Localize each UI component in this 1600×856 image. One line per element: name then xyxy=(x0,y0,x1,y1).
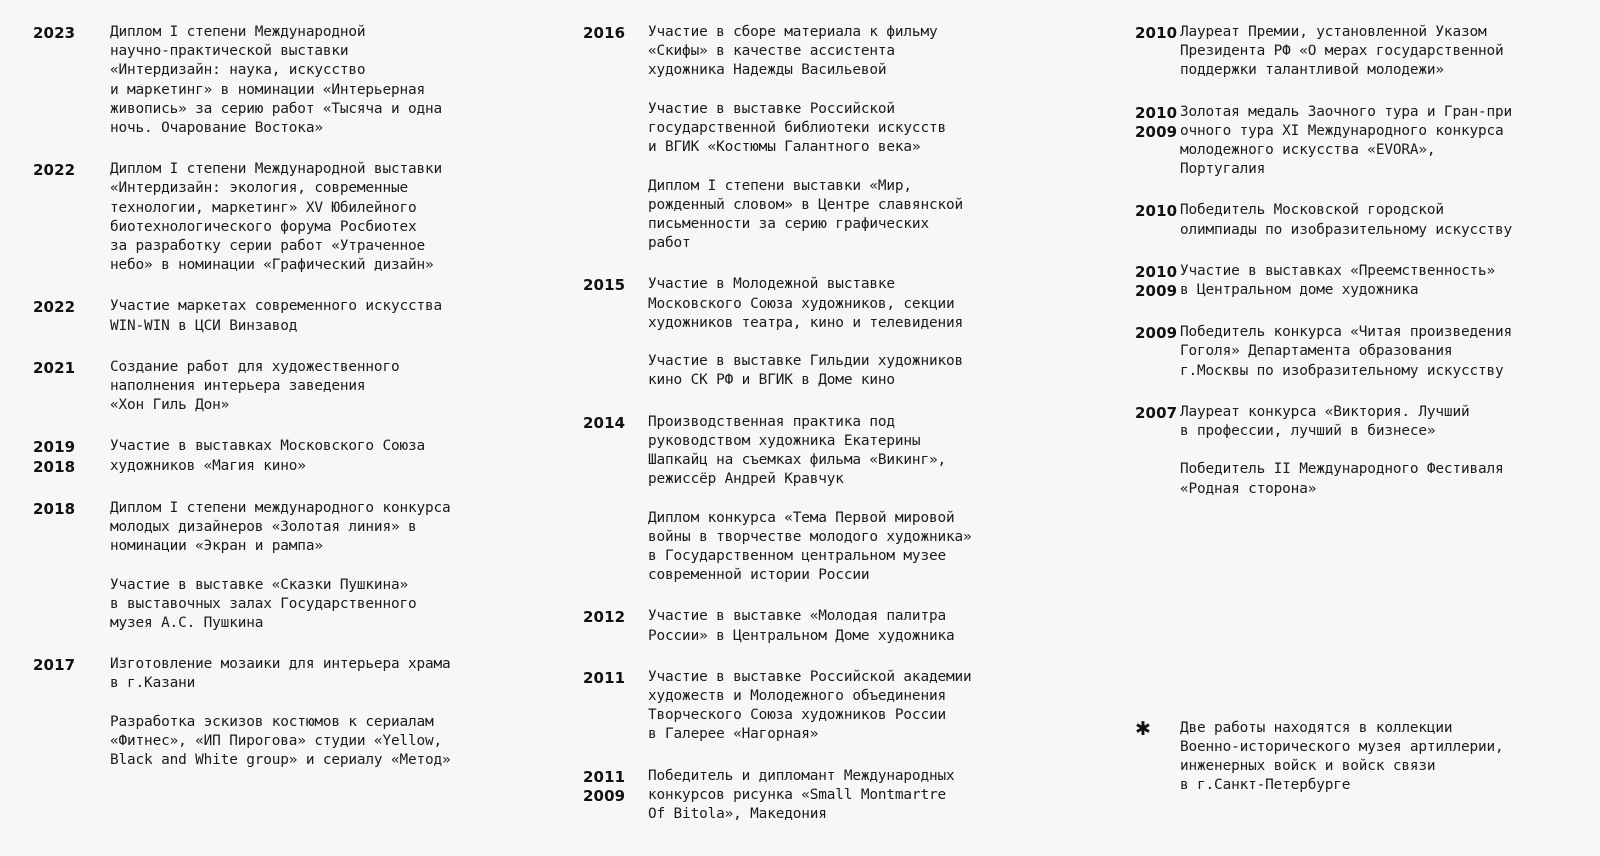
entry-years xyxy=(33,655,110,675)
year-label: 2010 xyxy=(1135,24,1178,42)
timeline-entry xyxy=(33,358,533,416)
entry-body xyxy=(648,668,1053,745)
entry-line: ночь. Очарование Востока» xyxy=(110,120,323,137)
entry-body xyxy=(648,607,1053,645)
entry-paragraph xyxy=(648,607,1053,645)
timeline-entry xyxy=(1135,201,1575,239)
year-label: 2019 xyxy=(33,438,76,457)
year-label: 2009 xyxy=(1135,122,1178,141)
entry-line: Гоголя» Департамента образования xyxy=(1180,343,1453,360)
entry-paragraph xyxy=(648,23,1053,81)
entry-line: поддержки талантливой молодежи» xyxy=(1180,62,1444,79)
entry-line: в Государственном центральном музее xyxy=(648,548,946,565)
year-label: 2014 xyxy=(583,413,626,432)
entry-paragraph xyxy=(648,275,1053,333)
entry-body xyxy=(1180,103,1575,180)
entry-line: «Родная сторона» xyxy=(1180,480,1317,497)
timeline-entry xyxy=(33,437,533,476)
entry-years xyxy=(1135,323,1180,343)
footnote-spacer xyxy=(1135,521,1575,719)
year-label: 2022 xyxy=(33,161,76,180)
entry-years xyxy=(583,23,648,43)
entry-line: «Хон Гиль Дон» xyxy=(110,397,230,414)
entry-years xyxy=(583,767,648,806)
entry-line: художников «Магия кино» xyxy=(110,457,306,474)
entry-line: и ВГИК «Костюмы Галантного века» xyxy=(648,139,921,156)
year-label: 2022 xyxy=(33,298,76,317)
timeline-entry xyxy=(583,23,1053,253)
entry-line: биотехнологического форума Росбиотех xyxy=(110,218,417,235)
entry-line: Производственная практика под xyxy=(648,413,895,430)
entry-line: Участие в выставке Гильдии художников xyxy=(648,353,964,370)
entry-line: небо» в номинации «Графический дизайн» xyxy=(110,257,434,274)
entry-line: Две работы находятся в коллекции xyxy=(1180,719,1453,736)
entry-paragraph xyxy=(1180,262,1575,300)
entry-line: России» в Центральном Доме художника xyxy=(648,627,955,644)
entry-body xyxy=(1180,719,1575,796)
entry-years xyxy=(1135,201,1180,221)
timeline-column-2 xyxy=(583,0,1053,846)
entry-line: живопись» за серию работ «Тысяча и одна xyxy=(110,100,443,117)
entry-body xyxy=(110,23,533,138)
year-label: 2023 xyxy=(33,24,76,42)
entry-line: в г.Казани xyxy=(110,675,196,692)
entry-line: Участие в выставках «Преемственность» xyxy=(1180,262,1496,279)
entry-years xyxy=(1135,403,1180,423)
year-label: 2018 xyxy=(33,499,76,518)
entry-line: рожденный словом» в Центре славянской xyxy=(648,196,964,213)
timeline-entry xyxy=(1135,403,1575,499)
entry-years xyxy=(33,358,110,378)
year-label: 2021 xyxy=(33,358,76,377)
entry-line: Португалия xyxy=(1180,161,1266,178)
entry-line: «Скифы» в качестве ассистента xyxy=(648,43,895,60)
year-label: 2010 xyxy=(1135,202,1178,221)
entry-line: Участие в выставках Московского Союза xyxy=(110,438,426,455)
entry-line: и маркетинг» в номинации «Интерьерная xyxy=(110,81,426,98)
year-label: 2009 xyxy=(1135,324,1178,343)
entry-body xyxy=(1180,23,1575,81)
timeline-entry xyxy=(33,499,533,633)
entry-body xyxy=(648,767,1053,825)
entry-years xyxy=(33,160,110,180)
entry-body xyxy=(110,297,533,335)
timeline-entry xyxy=(583,413,1053,586)
entry-body xyxy=(1180,201,1575,239)
entry-line: за разработку серии работ «Утраченное xyxy=(110,238,426,255)
timeline-entry xyxy=(1135,23,1575,81)
entry-body xyxy=(1180,323,1575,381)
timeline-entry xyxy=(33,160,533,275)
entry-line: Of Bitola», Македония xyxy=(648,806,827,823)
entry-body xyxy=(110,499,533,633)
timeline-entry xyxy=(1135,323,1575,381)
timeline-entry xyxy=(583,767,1053,825)
entry-paragraph xyxy=(110,358,533,416)
entry-paragraph xyxy=(1180,201,1575,239)
timeline-entry xyxy=(583,275,1053,390)
entry-line: художеств и Молодежного объединения xyxy=(648,688,946,705)
entry-paragraph xyxy=(110,437,533,475)
entry-line: Лауреат Премии, установленной Указом xyxy=(1180,24,1487,40)
asterisk-icon: ✱ xyxy=(1135,717,1152,740)
entry-line: музея А.С. Пушкина xyxy=(110,615,264,632)
entry-paragraph xyxy=(1180,719,1575,796)
entry-line: государственной библиотеки искусств xyxy=(648,120,946,136)
entry-line: WIN-WIN в ЦСИ Винзавод xyxy=(110,317,298,334)
entry-line: Лауреат конкурса «Виктория. Лучший xyxy=(1180,403,1470,420)
entry-line: Победитель и дипломант Международных xyxy=(648,767,955,784)
entry-paragraph xyxy=(648,352,1053,390)
entry-years xyxy=(583,668,648,688)
entry-line: войны в творчестве молодого художника» xyxy=(648,528,972,545)
entry-paragraph xyxy=(648,177,1053,254)
entry-line: работ xyxy=(648,235,691,252)
entry-paragraph xyxy=(648,413,1053,490)
entry-paragraph xyxy=(1180,103,1575,180)
entry-paragraph xyxy=(1180,403,1575,441)
entry-line: олимпиады по изобразительному искусству xyxy=(1180,221,1513,238)
year-label: 2011 xyxy=(583,668,626,687)
timeline-entry xyxy=(33,23,533,138)
entry-line: художника Надежды Васильевой xyxy=(648,62,887,79)
entry-line: Участие в выставке «Молодая палитра xyxy=(648,608,946,625)
timeline-entry xyxy=(583,607,1053,645)
entry-line: кино СК РФ и ВГИК в Доме кино xyxy=(648,372,895,389)
entry-years xyxy=(583,275,648,295)
entry-body xyxy=(648,23,1053,253)
entry-line: Московского Союза художников, секции xyxy=(648,295,955,312)
entry-line: научно-практической выставки xyxy=(110,43,349,60)
entry-line: г.Москвы по изобразительному искусству xyxy=(1180,362,1504,379)
footnote xyxy=(1135,719,1575,796)
entry-line: Военно-исторического музея артиллерии, xyxy=(1180,739,1504,756)
entry-years xyxy=(33,499,110,519)
entry-line: «Интердизайн: наука, искусство xyxy=(110,62,366,79)
entry-years xyxy=(1135,103,1180,142)
year-label: 2012 xyxy=(583,608,626,627)
entry-line: режиссёр Андрей Кравчук xyxy=(648,471,844,488)
entry-line: молодых дизайнеров «Золотая линия» в xyxy=(110,519,417,536)
entry-years xyxy=(1135,23,1180,43)
entry-line: в профессии, лучший в бизнесе» xyxy=(1180,423,1436,440)
entry-body xyxy=(110,655,533,770)
entry-line: письменности за серию графических xyxy=(648,216,929,232)
entry-body xyxy=(110,160,533,275)
entry-years xyxy=(33,437,110,476)
entry-line: Участие маркетах современного искусства xyxy=(110,298,443,315)
entry-years xyxy=(583,413,648,433)
timeline-column-1 xyxy=(33,0,533,792)
entry-line: Победитель конкурса «Читая произведения xyxy=(1180,324,1513,341)
year-label: 2010 xyxy=(1135,262,1178,281)
entry-body xyxy=(648,275,1053,390)
entry-line: очного тура XI Международного конкурса xyxy=(1180,122,1504,139)
timeline-entry xyxy=(33,655,533,770)
entry-line: конкурсов рисунка «Small Montmartre xyxy=(648,786,946,803)
entry-paragraph xyxy=(110,655,533,693)
entry-line: Диплом I степени Международной xyxy=(110,24,366,40)
entry-line: Шапкайц на съемках фильма «Викинг», xyxy=(648,452,946,469)
entry-line: Диплом I степени Международной выставки xyxy=(110,161,443,178)
year-label: 2011 xyxy=(583,767,626,786)
entry-years xyxy=(583,607,648,627)
timeline-entry xyxy=(1135,103,1575,180)
entry-paragraph xyxy=(1180,23,1575,81)
entry-paragraph xyxy=(110,499,533,557)
year-label: 2010 xyxy=(1135,103,1178,122)
entry-line: в выставочных залах Государственного xyxy=(110,595,417,612)
entry-body xyxy=(1180,262,1575,300)
entry-paragraph xyxy=(648,767,1053,825)
entry-paragraph xyxy=(110,576,533,634)
entry-line: Участие в Молодежной выставке xyxy=(648,276,895,293)
entry-line: современной истории России xyxy=(648,567,870,584)
entry-line: технологии, маркетинг» XV Юбилейного xyxy=(110,199,417,216)
entry-line: в Галерее «Нагорная» xyxy=(648,726,819,743)
footnote-marker xyxy=(1135,719,1180,739)
entry-line: Разработка эскизов костюмов к сериалам xyxy=(110,713,434,730)
year-label: 2009 xyxy=(1135,282,1178,301)
entry-paragraph xyxy=(648,509,1053,586)
entry-line: Изготовление мозаики для интерьера храма xyxy=(110,656,451,673)
entry-line: Участие в сборе материала к фильму xyxy=(648,24,938,40)
entry-body xyxy=(1180,403,1575,499)
timeline-entry xyxy=(1135,262,1575,301)
entry-paragraph xyxy=(648,668,1053,745)
entry-paragraph xyxy=(110,23,533,138)
entry-paragraph xyxy=(110,297,533,335)
entry-line: Участие в выставке «Сказки Пушкина» xyxy=(110,576,408,593)
entry-line: Победитель II Международного Фестиваля xyxy=(1180,461,1504,478)
entry-line: художников театра, кино и телевидения xyxy=(648,314,964,331)
entry-paragraph xyxy=(110,713,533,771)
entry-line: Творческого Союза художников России xyxy=(648,707,946,724)
entry-line: Диплом I степени международного конкурса xyxy=(110,499,451,516)
entry-line: Победитель Московской городской xyxy=(1180,202,1444,219)
timeline-entry xyxy=(583,668,1053,745)
entry-line: руководством художника Екатерины xyxy=(648,432,921,449)
entry-line: в г.Санкт-Петербурге xyxy=(1180,777,1351,794)
entry-body xyxy=(110,437,533,475)
entry-body xyxy=(648,413,1053,586)
year-label: 2017 xyxy=(33,656,76,675)
entry-line: Золотая медаль Заочного тура и Гран-при xyxy=(1180,103,1513,120)
entry-years xyxy=(33,23,110,43)
year-label: 2015 xyxy=(583,276,626,295)
entry-paragraph xyxy=(110,160,533,275)
entry-line: «Фитнес», «ИП Пирогова» студии «Yellow, xyxy=(110,733,443,750)
entry-line: наполнения интерьера заведения xyxy=(110,378,366,395)
entry-line: номинации «Экран и рампа» xyxy=(110,538,323,555)
entry-line: Участие в выставке Российской академии xyxy=(648,668,972,685)
year-label: 2016 xyxy=(583,24,626,42)
entry-line: Диплом I степени выставки «Мир, xyxy=(648,177,912,194)
entry-body xyxy=(110,358,533,416)
entry-years xyxy=(1135,262,1180,301)
entry-paragraph xyxy=(1180,460,1575,498)
entry-line: инженерных войск и войск связи xyxy=(1180,758,1436,775)
entry-line: молодежного искусства «EVORA», xyxy=(1180,142,1436,159)
entry-line: Black and White group» и сериалу «Метод» xyxy=(110,752,451,769)
entry-line: Участие в выставке Российской xyxy=(648,100,895,117)
timeline-entry xyxy=(33,297,533,335)
entry-line: Президента РФ «О мерах государственной xyxy=(1180,43,1504,60)
entry-line: в Центральном доме художника xyxy=(1180,282,1419,299)
year-label: 2018 xyxy=(33,457,76,476)
entry-line: Диплом конкурса «Тема Первой мировой xyxy=(648,509,955,526)
entry-line: «Интердизайн: экология, современные xyxy=(110,180,408,197)
entry-years xyxy=(33,297,110,317)
entry-line: Создание работ для художественного xyxy=(110,358,400,375)
year-label: 2007 xyxy=(1135,403,1178,422)
entry-paragraph xyxy=(1180,323,1575,381)
timeline-column-3 xyxy=(1135,0,1575,818)
year-label: 2009 xyxy=(583,786,626,805)
entry-paragraph xyxy=(648,100,1053,158)
